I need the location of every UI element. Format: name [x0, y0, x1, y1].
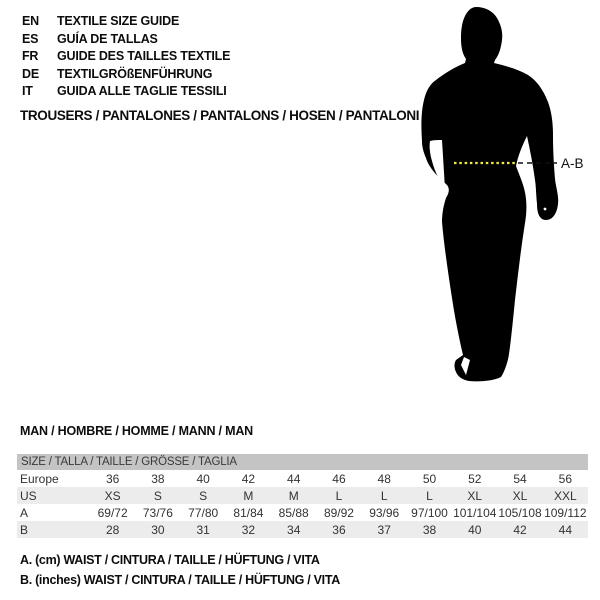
size-cell: 81/84: [233, 505, 264, 520]
footnote-b: B. (inches) WAIST / CINTURA / TAILLE / HÜFTUNG / VITA: [20, 572, 340, 587]
size-cell: 40: [468, 522, 482, 537]
size-cell: XL: [467, 488, 483, 503]
size-cell: 109/112: [544, 505, 587, 520]
size-table-body: [17, 470, 588, 538]
size-cell: 77/80: [188, 505, 219, 520]
size-cell: 34: [287, 522, 301, 537]
size-cell: 38: [151, 471, 165, 486]
man-figure-shape: [421, 7, 558, 381]
table-row: [17, 470, 588, 487]
gender-title: MAN / HOMBRE / HOMME / MANN / MAN: [20, 424, 253, 438]
size-cell: 28: [105, 522, 120, 537]
size-cell: L: [335, 488, 343, 503]
size-cell: 89/92: [323, 505, 354, 520]
hand-highlight: [544, 208, 547, 211]
size-cell: 73/76: [142, 505, 173, 520]
size-cell: XS: [104, 488, 121, 503]
size-cell: XL: [512, 488, 528, 503]
table-row: [17, 487, 588, 504]
size-table: [17, 470, 588, 538]
size-cell: 42: [513, 522, 527, 537]
size-cell: 93/96: [369, 505, 400, 520]
language-label: GUIDE DES TAILLES TEXTILE: [57, 49, 231, 63]
size-cell: 30: [151, 522, 165, 537]
size-cell: L: [380, 488, 388, 503]
size-cell: S: [199, 488, 208, 503]
size-cell: 31: [196, 522, 210, 537]
language-code: FR: [22, 49, 39, 63]
row-label: US: [20, 488, 37, 503]
category-title: TROUSERS / PANTALONES / PANTALONS / HOSEN / PANTALONI: [20, 108, 420, 123]
footnotes: [20, 551, 340, 590]
size-cell: 101/104: [453, 505, 497, 520]
language-label: TEXTILGRÖßENFÜHRUNG: [57, 66, 213, 81]
row-label: B: [20, 522, 29, 537]
size-cell: 40: [196, 471, 210, 486]
measure-label: A-B: [561, 156, 584, 171]
size-cell: 38: [422, 522, 437, 537]
size-cell: L: [426, 488, 433, 503]
size-cell: 50: [422, 471, 437, 486]
footnote-a: A. (cm) WAIST / CINTURA / TAILLE / HÜFTUNG / VITA: [20, 553, 320, 567]
language-label: GUÍA DE TALLAS: [57, 31, 158, 46]
size-cell: 32: [241, 522, 256, 537]
size-cell: 105/108: [498, 505, 542, 520]
size-cell: S: [153, 488, 162, 503]
size-cell: 36: [105, 471, 120, 486]
language-code: EN: [22, 14, 39, 28]
size-cell: 46: [332, 471, 346, 486]
size-cell: 54: [513, 471, 527, 486]
row-label: Europe: [20, 471, 59, 486]
size-cell: 36: [332, 522, 346, 537]
size-cell: 37: [377, 522, 391, 537]
language-code: DE: [22, 66, 39, 81]
size-cell: 52: [468, 471, 482, 486]
size-cell: XXL: [553, 488, 577, 503]
size-cell: 97/100: [411, 505, 448, 520]
language-code: ES: [22, 31, 39, 46]
size-cell: 56: [558, 471, 572, 486]
table-row: [17, 504, 588, 521]
size-cell: M: [243, 488, 254, 503]
size-cell: M: [288, 488, 299, 503]
row-label: A: [20, 505, 29, 520]
size-table-header: SIZE / TALLA / TAILLE / GRÖSSE / TAGLIA: [17, 454, 588, 470]
size-cell: 44: [558, 522, 572, 537]
language-code: IT: [22, 84, 33, 98]
size-cell: 48: [377, 471, 391, 486]
language-label: TEXTILE SIZE GUIDE: [57, 14, 180, 28]
size-cell: 42: [241, 471, 256, 486]
size-cell: 44: [287, 471, 301, 486]
size-cell: 69/72: [97, 505, 128, 520]
table-row: [17, 521, 588, 538]
size-cell: 85/88: [278, 505, 309, 520]
language-label: GUIDA ALLE TAGLIE TESSILI: [57, 84, 227, 98]
